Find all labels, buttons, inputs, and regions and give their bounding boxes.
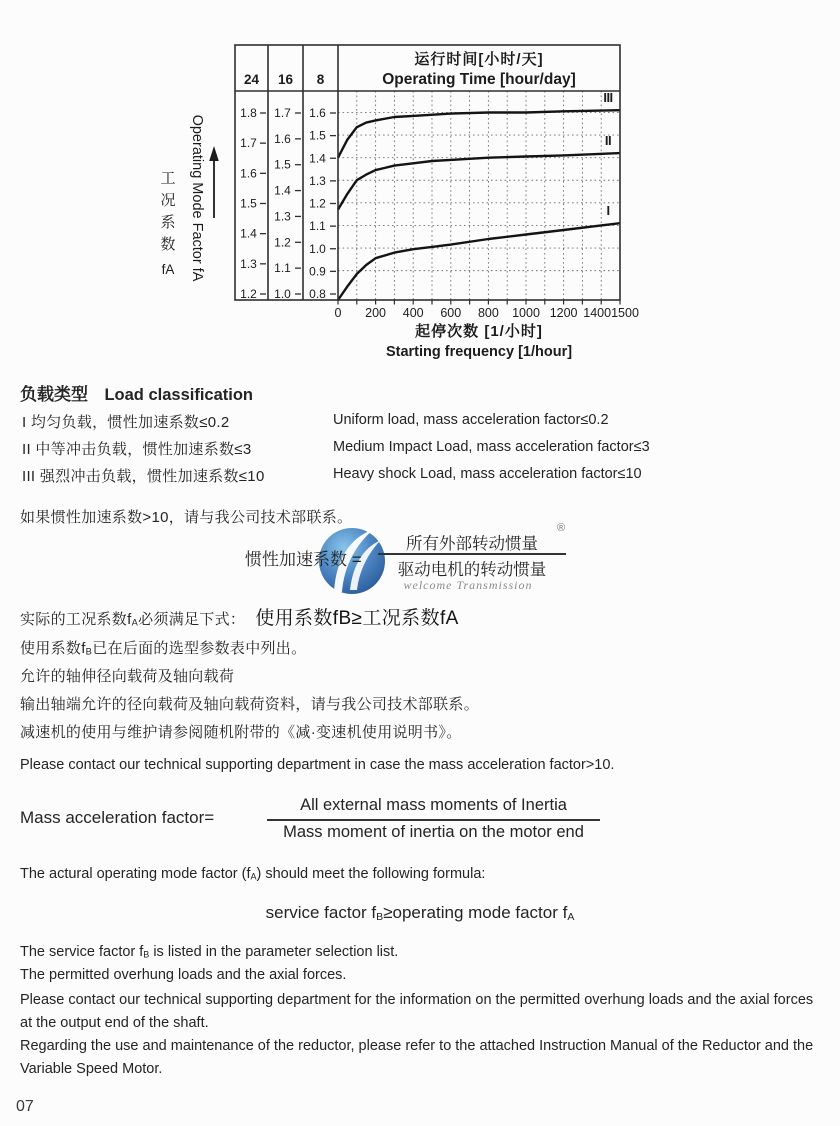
scale-tick-label: 1.8: [240, 106, 257, 120]
curve-label-III: III: [603, 90, 613, 106]
note-cn-contact: 如果惯性加速系数>10，请与我公司技术部联系。: [20, 509, 353, 526]
load-class-en: Medium Impact Load, mass acceleration factor≤3: [333, 439, 650, 455]
x-axis-title-en: Starting frequency [1/hour]: [385, 344, 573, 360]
curve-label-I: I: [606, 203, 610, 219]
x-tick-label: 1000: [512, 306, 540, 320]
load-class-en: Uniform load, mass acceleration factor≤0.2: [333, 412, 609, 428]
watermark-text: welcome Transmission: [403, 578, 533, 592]
scale-tick-label: 1.2: [240, 287, 257, 301]
scale-tick-label: 1.6: [274, 131, 291, 146]
note-en-fb-listed: The service factor $f_B$ is listed in the parameter selection list.: [20, 944, 399, 960]
y-axis-title-cn: 工况系数: [160, 170, 176, 253]
curve-III: [338, 110, 620, 158]
curve-II: [338, 153, 620, 210]
x-tick-label: 1400: [583, 306, 612, 320]
x-tick-label: 400: [402, 306, 424, 320]
note-cn-permitted: 允许的轴伸径向载荷及轴向载荷: [20, 668, 235, 685]
note-en-contact2: Please contact our technical supporting department for the information on the permitted overhung loads and the axial forces at the output end of the shaft.: [20, 992, 814, 1031]
scale-tick-label: 1.4: [240, 226, 257, 241]
note-cn-manual: 减速机的使用与维护请参阅随机附带的《减·变速机使用说明书》。: [20, 724, 462, 741]
load-class-cn: III 强烈冲击负载，惯性加速系数≤10: [22, 468, 265, 485]
scale-tick-label: 1.0: [309, 241, 326, 256]
y-axis-title-en: Operating Mode Factor fA: [189, 114, 205, 282]
load-class-en: Heavy shock Load, mass acceleration factor≤10: [333, 466, 642, 482]
heading-cn: 负载类型: [20, 385, 88, 404]
note-en-manual: Regarding the use and maintenance of the reductor, please refer to the attached Instruction Manual of the Reductor and the Variable Speed Motor.: [20, 1038, 814, 1077]
scale-hours-24: 24: [243, 72, 260, 87]
scale-tick-label: 1.2: [274, 235, 291, 250]
page-number: 07: [16, 1098, 34, 1115]
x-tick-label: 600: [440, 306, 462, 320]
scale-hours-16: 16: [277, 72, 294, 87]
scale-tick-label: 1.3: [274, 209, 291, 224]
scale-hours-8: 8: [316, 72, 325, 87]
chart-header-en: Operating Time [hour/day]: [382, 71, 576, 88]
operating-mode-factor-chart: [0, 0, 840, 375]
fraction-bar: [267, 819, 600, 821]
x-axis-title-cn: 起停次数 [1/小时]: [415, 323, 543, 340]
must-meet-pre: 实际的工况系数$f_A$必须满足下式：: [20, 611, 246, 628]
x-tick-label: 200: [365, 306, 387, 320]
formula-cn-denominator: 驱动电机的转动惯量: [397, 561, 547, 579]
mass-accel-formula-en-label: Mass acceleration factor=: [20, 808, 215, 827]
scale-tick-label: 1.3: [309, 173, 326, 188]
curve-I: [338, 223, 620, 300]
scale-tick-label: 1.7: [274, 106, 291, 120]
x-tick-label: 1500: [611, 306, 639, 320]
scale-tick-label: 1.6: [309, 106, 326, 120]
note-cn-fb-listed: 使用系数$f_B$已在后面的选型参数表中列出。: [20, 640, 307, 657]
load-class-cn: I 均匀负载，惯性加速系数≤0.2: [22, 414, 230, 431]
scale-tick-label: 1.3: [240, 256, 257, 271]
note-en-overhung: The permitted overhung loads and the axial forces.: [20, 967, 347, 983]
service-factor-formula: service factor $f_B\ge operating$ mode factor $f_A$: [265, 903, 575, 923]
note-cn-must-meet: [20, 603, 459, 630]
chart-header-cn: 运行时间[小时/天]: [414, 51, 544, 68]
formula-en-denominator: Mass moment of inertia on the motor end: [283, 823, 584, 841]
formula-en-numerator: All external mass moments of Inertia: [300, 796, 567, 814]
load-class-cn: II 中等冲击负载，惯性加速系数≤3: [22, 441, 252, 458]
scale-tick-label: 1.2: [309, 196, 326, 211]
scale-tick-label: 1.5: [240, 196, 257, 211]
curve-label-II: II: [604, 133, 612, 149]
y-axis-factor-label: fA: [161, 262, 175, 277]
mass-accel-formula-cn-label: 惯性加速系数 =: [245, 550, 362, 569]
registered-mark: ®: [557, 522, 566, 534]
must-meet-formula: 使用系数fB≥工况系数fA: [255, 608, 459, 629]
scale-tick-label: 1.1: [274, 261, 291, 276]
scale-tick-label: 1.4: [309, 151, 326, 166]
up-arrow-head-icon: [209, 146, 219, 161]
scale-tick-label: 1.6: [240, 166, 257, 181]
scale-tick-label: 1.5: [309, 128, 326, 143]
x-tick-label: 1200: [549, 306, 578, 320]
scale-tick-label: 1.0: [274, 287, 291, 301]
x-tick-label: 0: [334, 306, 342, 320]
note-cn-output-shaft: 输出轴端允许的径向载荷及轴向载荷资料，请与我公司技术部联系。: [20, 696, 480, 713]
note-en-contact: Please contact our technical supporting department in case the mass acceleration factor>10.: [20, 757, 615, 773]
formula-cn-numerator: 所有外部转动惯量: [406, 535, 538, 553]
note-en-must-meet: The actural operating mode factor $(f_A)$ should meet the following formula:: [20, 866, 486, 882]
load-classification-heading: [20, 380, 253, 405]
scale-tick-label: 0.8: [309, 287, 326, 301]
scale-tick-label: 1.4: [274, 183, 291, 198]
scale-tick-label: 1.1: [309, 219, 326, 234]
heading-en: Load classification: [104, 386, 253, 404]
scale-tick-label: 1.5: [274, 157, 291, 172]
scale-tick-label: 1.7: [240, 136, 257, 151]
fraction-bar: [378, 553, 566, 555]
x-tick-label: 800: [477, 306, 499, 320]
scale-tick-label: 0.9: [309, 264, 326, 279]
